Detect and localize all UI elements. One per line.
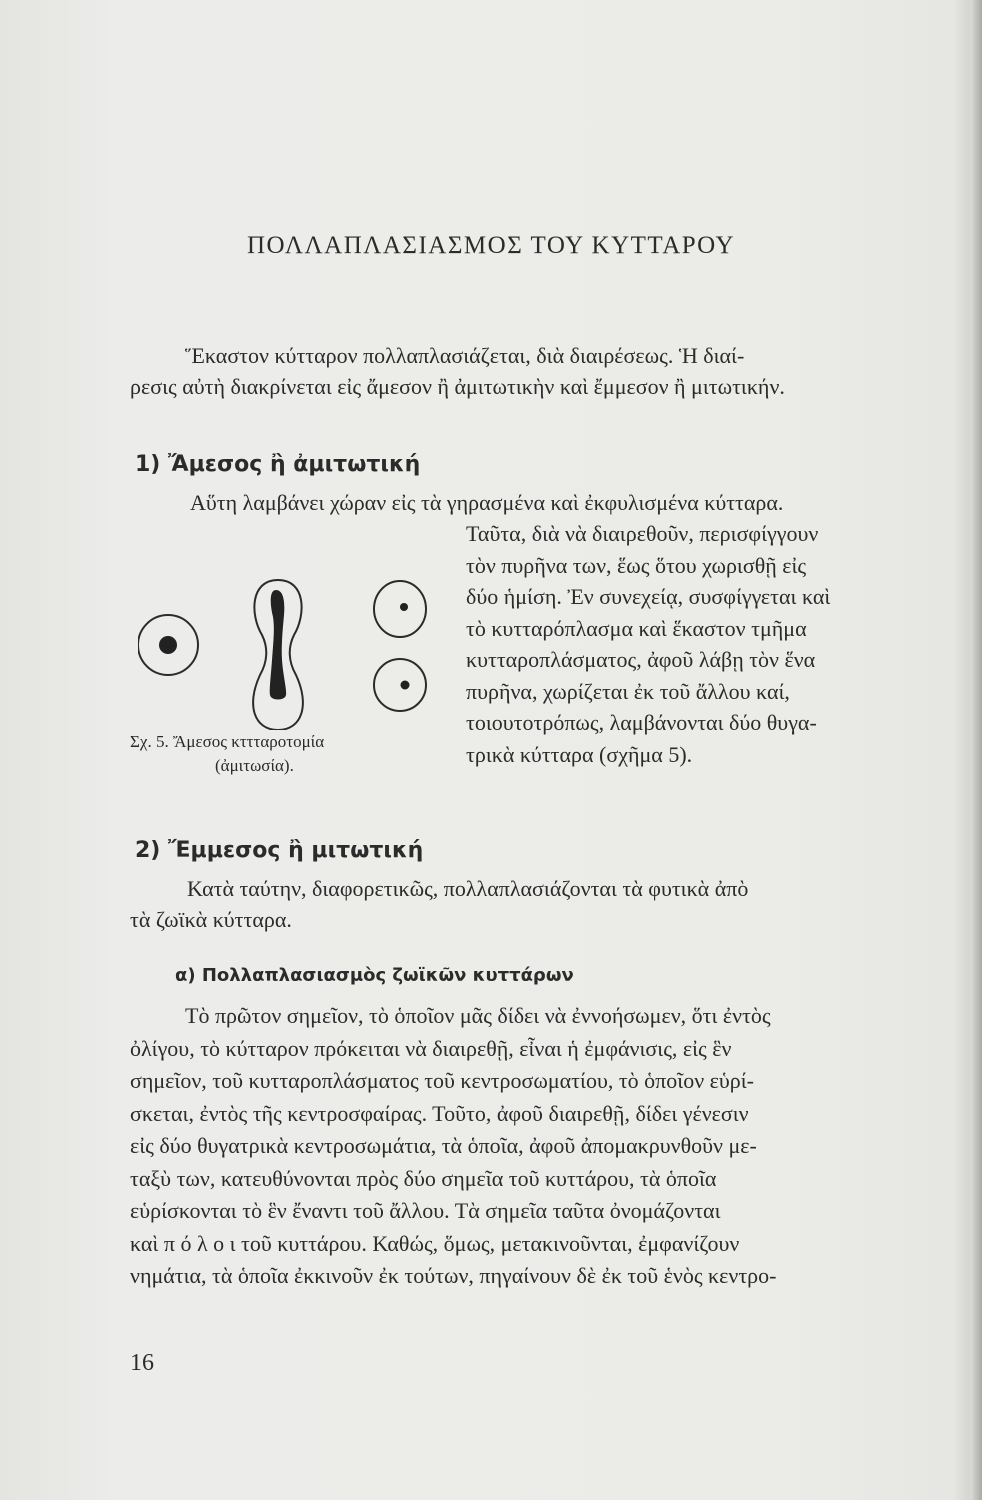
section-1-line: πυρῆνα, χωρίζεται ἐκ τοῦ ἄλλου καί,: [466, 678, 790, 704]
subsection-a-line: ὀλίγου, τὸ κύτταρον πρόκειται νὰ διαιρεθῇ, εἶναι ἡ ἐμφάνισις, εἰς ἓν: [130, 1035, 732, 1061]
subsection-a-line: εἰς δύο θυγατρικὰ κεντροσωμάτια, τὰ ὁποῖα, ἀφοῦ ἀπομακρυνθοῦν με-: [130, 1133, 757, 1158]
subsection-a-line: ταξὺ των, κατευθύνονται πρὸς δύο σημεῖα τοῦ κυττάρου, τὰ ὁποῖα: [130, 1165, 717, 1191]
section-1-line: Ταῦτα, διὰ νὰ διαιρεθοῦν, περισφίγγουν: [466, 521, 819, 546]
nucleus-single: [159, 636, 177, 654]
section-1-right-column: [466, 518, 946, 770]
book-spine-shadow: [970, 0, 982, 1500]
section-1-first-line: [190, 487, 783, 518]
figure-5-amitosis: [138, 565, 438, 730]
section-1-heading: 1) Ἄμεσος ἢ ἀμιτωτική: [135, 452, 421, 477]
intro-line: Ἕκαστον κύτταρον πολλαπλασιάζεται, διὰ διαιρέσεως. Ἡ διαί-: [185, 343, 745, 368]
section-2-line: τὰ ζωϊκὰ κύτταρα.: [130, 907, 292, 932]
page-title: ΠΟΛΛΑΠΛΑΣΙΑΣΜΟΣ ΤΟΥ ΚΥΤΤΑΡΟΥ: [246, 232, 736, 259]
nucleus-daughter-bottom: [401, 681, 410, 690]
section-1-line: τρικὰ κύτταρα (σχῆμα 5).: [466, 741, 693, 767]
subsection-a-line: εὑρίσκονται τὸ ἓν ἔναντι τοῦ ἄλλου. Τὰ σημεῖα ταῦτα ὀνομάζονται: [130, 1198, 721, 1223]
subsection-a-paragraph: [130, 1000, 950, 1293]
section-2-heading: 2) Ἔμμεσος ἢ μιτωτική: [135, 838, 424, 863]
daughter-cell-top: [374, 581, 426, 637]
figure-caption-line: (ἀμιτωσία).: [215, 756, 294, 775]
figure-caption: [130, 730, 470, 778]
daughter-cell-bottom: [374, 659, 426, 711]
subsection-a-line: νημάτια, τὰ ὁποῖα ἐκκινοῦν ἐκ τούτων, πηγαίνουν δὲ ἐκ τοῦ ἑνὸς κεντρο-: [130, 1263, 777, 1288]
subsection-a-line: σημεῖον, τοῦ κυτταροπλάσματος τοῦ κεντροσωματίου, τὸ ὁποῖον εὑρί-: [130, 1068, 755, 1093]
intro-paragraph: [130, 340, 945, 402]
section-1-line: τὸ κυτταρόπλασμα καὶ ἕκαστον τμῆμα: [466, 615, 807, 641]
figure-caption-line: Σχ. 5. Ἄμεσος κττταροτομία: [130, 732, 325, 751]
section-1-line: κυτταροπλάσματος, ἀφοῦ λάβῃ τὸν ἕνα: [466, 647, 816, 672]
section-2-paragraph: [130, 873, 945, 935]
nucleus-daughter-top: [400, 603, 408, 611]
nucleus-dividing: [270, 590, 286, 700]
section-1-line: Αὕτη λαμβάνει χώραν εἰς τὰ γηρασμένα καὶ ἐκφυλισμένα κύτταρα.: [190, 490, 784, 515]
section-1-line: τοιουτοτρόπως, λαμβάνονται δύο θυγα-: [466, 710, 817, 735]
subsection-a-line: Τὸ πρῶτον σημεῖον, τὸ ὁποῖον μᾶς δίδει νὰ ἐννοήσωμεν, ὅτι ἐντὸς: [185, 1003, 771, 1028]
section-1-line: δύο ἡμίση. Ἐν συνεχείᾳ, συσφίγγεται καὶ: [466, 584, 831, 609]
page-number: 16: [130, 1350, 154, 1376]
section-2-line: Κατὰ ταύτην, διαφορετικῶς, πολλαπλασιάζονται τὰ φυτικὰ ἀπὸ: [187, 876, 749, 901]
section-1-line: τὸν πυρῆνα των, ἕως ὅτου χωρισθῇ εἰς: [466, 552, 807, 578]
subsection-a-line: καὶ π ό λ ο ι τοῦ κυττάρου. Καθώς, ὅμως, μετακινοῦνται, ἐμφανίζουν: [130, 1230, 740, 1256]
intro-line: ρεσις αὐτὴ διακρίνεται εἰς ἄμεσον ἢ ἀμιτωτικὴν καὶ ἔμμεσον ἢ μιτωτικήν.: [130, 374, 785, 399]
subsection-a-heading: α) Πολλαπλασιασμὸς ζωϊκῶν κυττάρων: [175, 965, 574, 986]
subsection-a-line: σκεται, ἐντὸς τῆς κεντροσφαίρας. Τοῦτο, ἀφοῦ διαιρεθῇ, δίδει γένεσιν: [130, 1100, 749, 1126]
